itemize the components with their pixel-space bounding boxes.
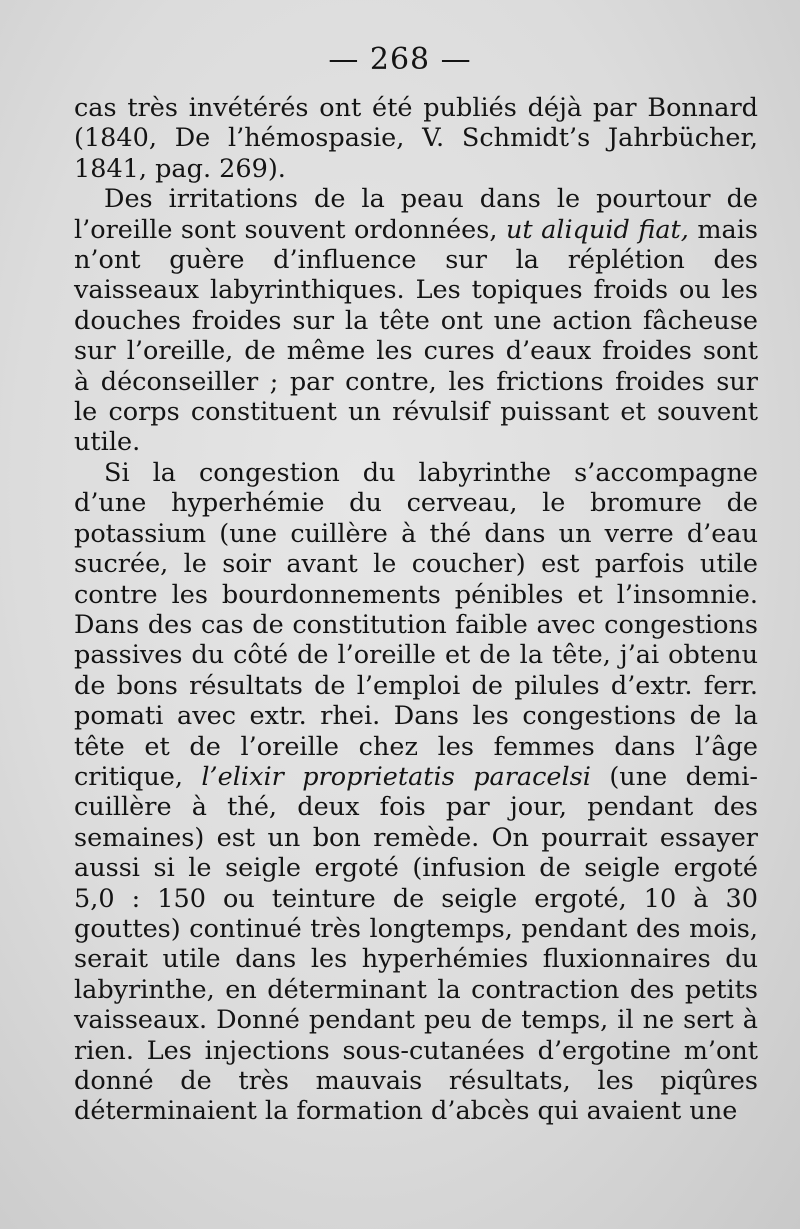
italic-text: ut aliquid fiat, [505,214,689,245]
text-segment: mais n’ont guère d’influence sur la réplétion des vaisseaux labyrinthiques. Les topiques froids ou les douches froides sur la tête ont une action fâcheuse sur l’oreille, de même les cures d’eaux froides sont à déconseiller ; par contre, les frictions froides sur le corps constituent un révulsif puissant et souvent utile. [74,214,758,458]
paragraph [74,184,758,458]
paragraph [74,93,758,184]
page-number-header: — 268 — [328,42,472,77]
text-segment: Si la congestion du labyrinthe s’accompagne d’une hyperhémie du cerveau, le bromure de potassium (une cuillère à thé dans un verre d’eau sucrée, le soir avant le coucher) est parfois utile contre les bourdonnements pénibles et l’insomnie. Dans des cas de constitution faible avec congestions passives du côté de l’oreille et de la tête, j’ai obtenu de bons résultats de l’emploi de pilules d’extr. ferr. pomati avec extr. rhei. Dans les congestions de la tête et de l’oreille chez les femmes dans l’âge critique, [74,457,758,792]
text-segment: Des irritations de la peau dans le pourtour de l’oreille sont souvent ordonnées, [74,184,758,245]
text-segment: cas très invétérés ont été publiés déjà par Bonnard (1840, De l’hémospasie, V. Schmidt’s Jahrbücher, 1841, pag. 269). [74,93,758,184]
body-text [74,93,758,1127]
italic-text: l’elixir proprietatis paracelsi [201,761,591,792]
text-segment: (une demi-cuillère à thé, deux fois par jour, pendant des semaines) est un bon remède. On pourrait essayer aussi si le seigle ergoté (infusion de seigle ergoté 5,0 : 150 ou teinture de seigle ergoté, 10 à 30 gouttes) continué très longtemps, pendant des mois, serait utile dans les hyperhémies fluxionnaires du labyrinthe, en déterminant la contraction des petits vaisseaux. Donné pendant peu de temps, il ne sert à rien. Les injections sous-cutanées d’ergotine m’ont donné de très mauvais résultats, les piqûres déterminaient la formation d’abcès qui avaient une [74,761,759,1127]
paragraph [74,458,758,1127]
